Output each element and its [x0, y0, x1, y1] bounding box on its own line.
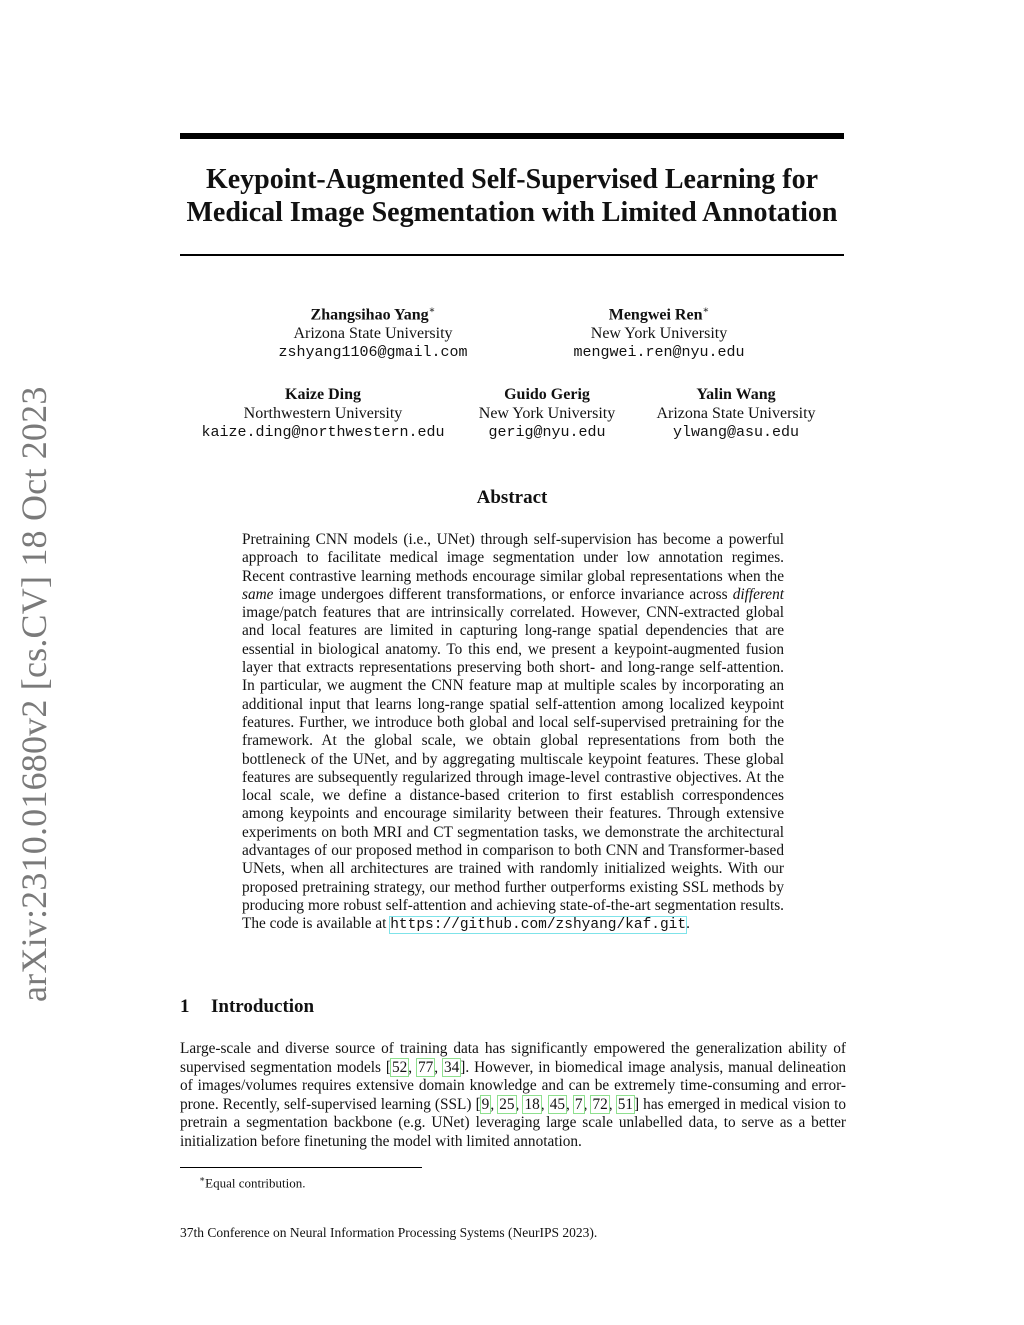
author-name: Mengwei Ren∗ — [608, 305, 710, 324]
arxiv-identifier-stamp: arXiv:2310.01680v2 [cs.CV] 18 Oct 2023 — [14, 386, 54, 1002]
citation-link[interactable]: 45 — [549, 1095, 565, 1113]
author-email[interactable]: ylwang@asu.edu — [672, 424, 800, 441]
section-number: 1 — [180, 996, 190, 1017]
introduction-paragraph: Large-scale and diverse source of training data has significantly empowered the generalization ability of supervised segmentation models [52, 77, 34]. However, in biomedical image analysis, manual delineation of images/volumes requires extensive domain knowledge and can be extremely time-consuming and error-prone. Recently, self-supervised learning (SSL) [9, 25, 18, 45, 7, 72, 51] has emerged in medical vision to pretrain a segmentation backbone (e.g. UNet) leveraging large scale unlabelled data, to serve as a better initialization before finetuning the model with limited annotation. — [180, 1040, 847, 1150]
section-heading-introduction — [180, 995, 680, 1019]
citation-link[interactable]: 18 — [524, 1095, 540, 1113]
title-line-1: Keypoint-Augmented Self-Supervised Learning for — [205, 164, 819, 195]
citation-link[interactable]: 9 — [481, 1095, 490, 1113]
code-repository-link[interactable]: https://github.com/zshyang/kaf.git — [390, 917, 687, 934]
author-name: Yalin Wang — [696, 386, 776, 403]
title-bottom-rule — [180, 254, 844, 256]
author-name: Kaize Ding — [285, 386, 361, 403]
section-title: Introduction — [211, 996, 315, 1017]
citation-link[interactable]: 34 — [443, 1058, 460, 1076]
author-block — [223, 301, 523, 362]
abstract-body: Pretraining CNN models (i.e., UNet) through self-supervision has become a powerful approach to facilitate medical image segmentation under low annotation regimes. Recent contrastive learning methods encourage similar global representations when the same image undergoes different transformations, or enforce invariance across different image/patch features that are intrinsically correlated. However, CNN-extracted global and local features are limited in capturing long-range spatial dependencies that are essential in biological anatomy. To this end, we present a keypoint-augmented fusion layer that extracts representations preserving both short- and long-range self-attention. In particular, we augment the CNN feature map at multiple scales by incorporating an additional input that learns long-range spatial self-attention among localized keypoint features. Further, we introduce both global and local self-supervised pretraining for the framework. At the global scale, we obtain global representations from both the bottleneck of the UNet, and by aggregating multiscale keypoint features. These global features are subsequently regularized through image-level contrastive objectives. At the local scale, we define a distance-based criterion to first establish correspondences among keypoints and encourage similarity between their features. Through extensive experiments on both MRI and CT segmentation tasks, we demonstrate the architectural advantages of our proposed method in comparison to both CNN and Transformer-based UNets, when all architectures are trained with randomly initialized weights. With our proposed pretraining strategy, our method further outperforms existing SSL methods by producing more robust self-attention and achieving state-of-the-art segmentation results. The code is available at https://github.com/zshyang/kaf.git. — [242, 531, 784, 934]
footnote-rule — [180, 1167, 422, 1168]
citation-link[interactable]: 52 — [391, 1058, 408, 1076]
author-affiliation: New York University — [590, 325, 728, 343]
paper-title — [180, 163, 844, 229]
author-affiliation: Arizona State University — [656, 405, 816, 422]
conference-venue-note: 37th Conference on Neural Information Processing Systems (NeurIPS 2023). — [180, 1225, 598, 1240]
author-block — [509, 301, 809, 362]
author-block — [586, 385, 886, 442]
citation-link[interactable]: 77 — [417, 1058, 434, 1076]
citation-link[interactable]: 51 — [617, 1095, 633, 1113]
author-email[interactable]: zshyang1106@gmail.com — [278, 344, 468, 362]
citation-link[interactable]: 25 — [499, 1095, 515, 1113]
author-affiliation: New York University — [478, 405, 616, 422]
author-affiliation: Arizona State University — [293, 325, 453, 343]
citation-link[interactable]: 72 — [592, 1095, 608, 1113]
author-name: Guido Gerig — [504, 386, 590, 403]
author-email[interactable]: kaize.ding@northwestern.edu — [201, 424, 445, 441]
author-affiliation: Northwestern University — [243, 405, 403, 422]
author-email[interactable]: gerig@nyu.edu — [488, 424, 606, 441]
abstract-heading: Abstract — [476, 487, 548, 508]
title-top-rule — [180, 133, 844, 139]
author-name: Zhangsihao Yang∗ — [310, 305, 436, 324]
title-line-2: Medical Image Segmentation with Limited Annotation — [186, 197, 838, 228]
emphasis-different: different — [732, 585, 784, 603]
emphasis-same: same — [242, 585, 274, 603]
citation-link[interactable]: 7 — [574, 1095, 583, 1113]
footnote: ∗Equal contribution. — [199, 1174, 306, 1191]
author-email[interactable]: mengwei.ren@nyu.edu — [573, 344, 745, 362]
